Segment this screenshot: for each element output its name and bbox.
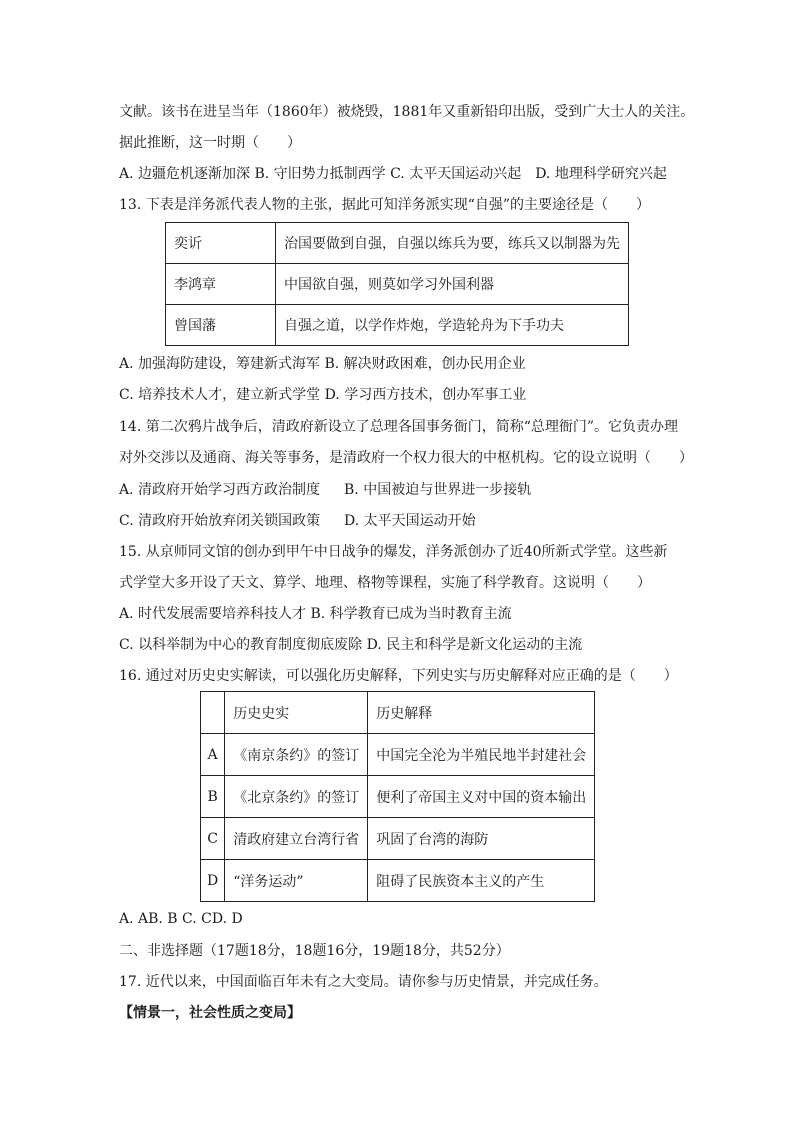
table-row: [166, 223, 629, 264]
table-cell: 奕䜣: [166, 223, 276, 264]
q13-options-cd: C. 培养技术人才，建立新式学堂 D. 学习西方技术，创办军事工业: [119, 387, 527, 403]
q14-stem: 14. 第二次鸦片战争后，清政府新设立了总理各国事务衙门，简称“总理衙门”。它负责办理: [119, 419, 679, 435]
table-cell: 曾国藩: [166, 305, 276, 346]
q17-stem: 17. 近代以来，中国面临百年未有之大变局。请你参与历史情景，并完成任务。: [119, 974, 608, 990]
table-cell: 《北京条约》的签订: [225, 776, 368, 818]
table-row: [166, 264, 629, 305]
table-header: 历史史实: [225, 692, 368, 734]
q13-table: [165, 222, 629, 346]
table-cell: 清政府建立台湾行省: [225, 818, 368, 860]
table-cell: C: [201, 818, 225, 860]
q14-option-a: A. 清政府开始学习西方政治制度: [119, 482, 321, 498]
text-line: 文献。该书在进呈当年（1860年）被烧毁，1881年又重新铅印出版，受到广大士人的关注。: [119, 104, 695, 120]
q13-stem: 13. 下表是洋务派代表人物的主张，据此可知洋务派实现“自强”的主要途径是（ ）: [119, 197, 651, 213]
table-row: [201, 776, 595, 818]
q14-option-b: B. 中国被迫与世界进一步接轨: [344, 482, 532, 498]
table-cell: 中国欲自强，则莫如学习外国利器: [276, 264, 629, 305]
q15-options-ab: A. 时代发展需要培养科技人才 B. 科学教育已成为当时教育主流: [119, 606, 512, 622]
table-header: 历史解释: [368, 692, 595, 734]
q14-stem: 对外交涉以及通商、海关等事务，是清政府一个权力很大的中枢机构。它的设立说明（ ）: [119, 450, 693, 466]
table-row: [201, 860, 595, 902]
q14-option-c: C. 清政府开始放弃闭关锁国政策: [119, 513, 321, 529]
table-cell: 《南京条约》的签订: [225, 734, 368, 776]
table-cell: 自强之道，以学作炸炮，学造轮舟为下手功夫: [276, 305, 629, 346]
table-row: [201, 734, 595, 776]
table-row: [166, 305, 629, 346]
table-cell: 中国完全沦为半殖民地半封建社会: [368, 734, 595, 776]
q16-options: A. AB. B C. CD. D: [119, 911, 243, 927]
table-cell: 巩固了台湾的海防: [368, 818, 595, 860]
table-row: [201, 818, 595, 860]
q12-options: A. 边疆危机逐渐加深 B. 守旧势力抵制西学 C. 太平天国运动兴起 D. 地理科学研究兴起: [119, 166, 667, 182]
table-cell: D: [201, 860, 225, 902]
q14-option-d: D. 太平天国运动开始: [344, 513, 476, 529]
table-header-row: [201, 692, 595, 734]
text-line: 据此推断，这一时期（ ）: [119, 135, 301, 151]
table-cell: 治国要做到自强，自强以练兵为要，练兵又以制器为先: [276, 223, 629, 264]
q13-options-ab: A. 加强海防建设，筹建新式海军 B. 解决财政困难，创办民用企业: [119, 356, 526, 372]
table-cell: “洋务运动”: [225, 860, 368, 902]
table-cell: 阻碍了民族资本主义的产生: [368, 860, 595, 902]
q15-options-cd: C. 以科举制为中心的教育制度彻底废除 D. 民主和科学是新文化运动的主流: [119, 637, 583, 653]
q15-stem: 15. 从京师同文馆的创办到甲午中日战争的爆发，洋务派创办了近40所新式学堂。这些新: [119, 544, 668, 560]
q16-stem: 16. 通过对历史史实解读，可以强化历史解释，下列史实与历史解释对应正确的是（ ）: [119, 668, 678, 684]
scene-heading: 【情景一，社会性质之变局】: [119, 1005, 301, 1021]
table-cell: 便利了帝国主义对中国的资本输出: [368, 776, 595, 818]
q16-table: [200, 691, 595, 902]
section-heading: 二、非选择题（17题18分，18题16分，19题18分，共52分）: [119, 943, 510, 959]
q15-stem: 式学堂大多开设了天文、算学、地理、格物等课程，实施了科学教育。这说明（ ）: [119, 575, 651, 591]
table-cell: 李鸿章: [166, 264, 276, 305]
table-cell: A: [201, 734, 225, 776]
table-cell: B: [201, 776, 225, 818]
table-header: [201, 692, 225, 734]
